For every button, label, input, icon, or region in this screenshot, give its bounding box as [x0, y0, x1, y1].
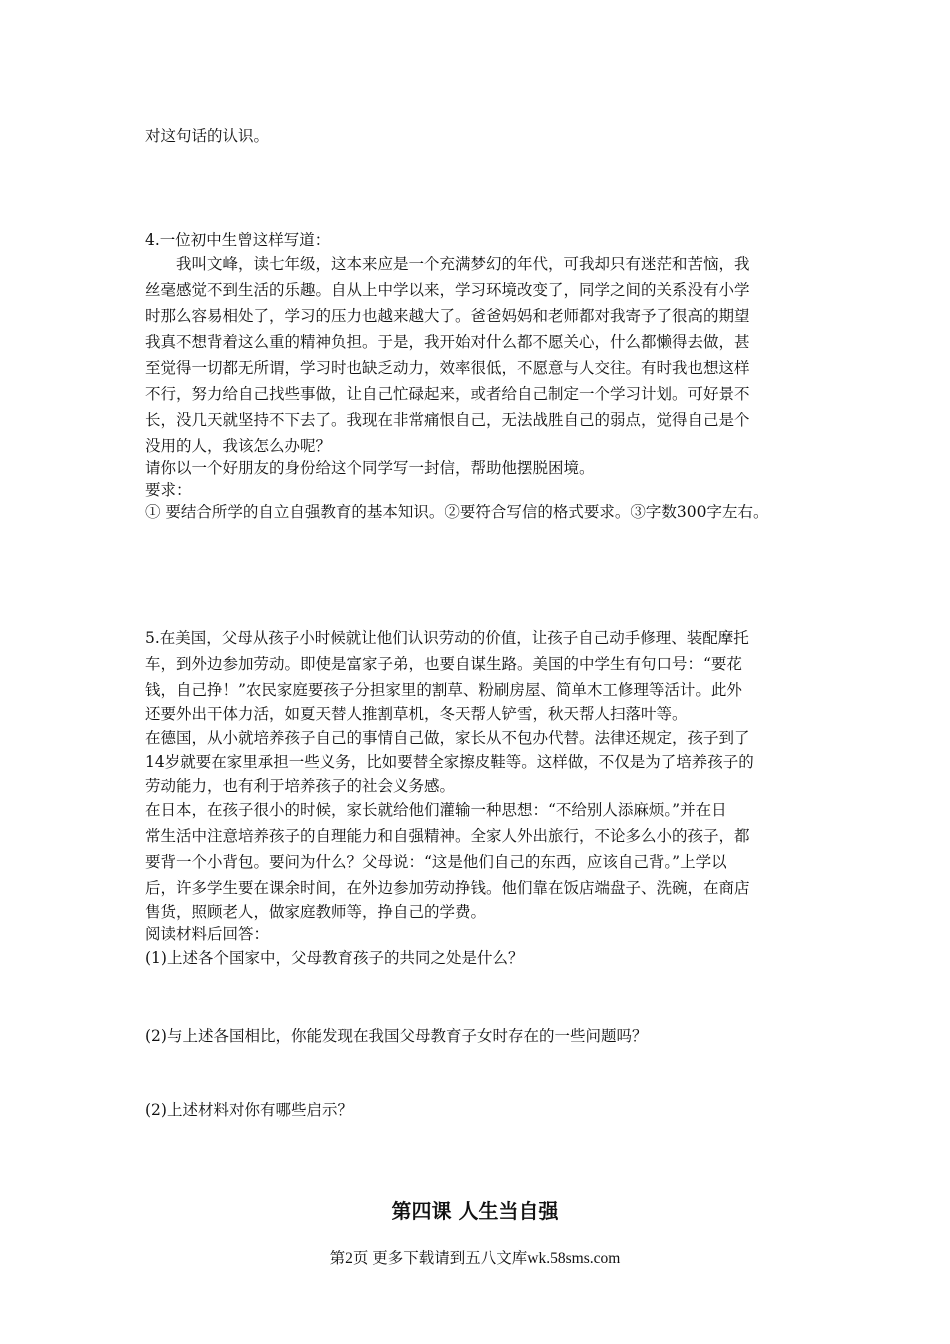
text-line: 对这句话的认识。 [145, 127, 270, 145]
text-line: 时那么容易相处了，学习的压力也越来越大了。爸爸妈妈和老师都对我寄予了很高的期望 [145, 307, 750, 325]
sub-question: (1)上述各个国家中，父母教育孩子的共同之处是什么？ [145, 949, 524, 967]
question-4-heading: 4.一位初中生曾这样写道： [145, 231, 331, 249]
text-line: 在日本，在孩子很小的时候，家长就给他们灌输一种思想：“不给别人添麻烦。”并在日 [145, 801, 727, 819]
text-line: 要背一个小背包。要问为什么？父母说：“这是他们自己的东西，应该自己背。”上学以 [145, 853, 727, 871]
text-line: 不行，努力给自己找些事做，让自己忙碌起来，或者给自己制定一个学习计划。可好景不 [145, 385, 750, 403]
text-line: 车，到外边参加劳动。即使是富家子弟，也要自谋生路。美国的中学生有句口号：“要花 [145, 655, 742, 673]
text-line: 在德国，从小就培养孩子自己的事情自己做，家长从不包办代替。法律还规定，孩子到了 [145, 729, 750, 747]
section-title: 第四课 人生当自强 [391, 1199, 559, 1223]
text-line: 钱，自己挣！”农民家庭要孩子分担家里的割草、粉刷房屋、简单木工修理等活计。此外 [145, 681, 742, 699]
text-line: 还要外出干体力活，如夏天替人推割草机，冬天帮人铲雪，秋天帮人扫落叶等。 [145, 705, 688, 723]
text-line: 请你以一个好朋友的身份给这个同学写一封信，帮助他摆脱困境。 [145, 459, 595, 477]
text-line: 劳动能力，也有利于培养孩子的社会义务感。 [145, 777, 456, 795]
text-line: 常生活中注意培养孩子的自理能力和自强精神。全家人外出旅行，不论多么小的孩子，都 [145, 827, 750, 845]
text-line: 阅读材料后回答： [145, 925, 270, 943]
sub-question: (2)上述材料对你有哪些启示？ [145, 1101, 353, 1119]
text-line: 至觉得一切都无所谓，学习时也缺乏动力，效率很低，不愿意与人交往。有时我也想这样 [145, 359, 750, 377]
text-line: 长，没几天就坚持不下去了。我现在非常痛恨自己，无法战胜自己的弱点，觉得自己是个 [145, 411, 750, 429]
text-line: 后，许多学生要在课余时间，在外边参加劳动挣钱。他们靠在饭店端盘子、洗碗，在商店 [145, 879, 750, 897]
text-line: ① 要结合所学的自立自强教育的基本知识。②要符合写信的格式要求。③字数300字左右。 [145, 503, 769, 521]
page-footer: 第2页 更多下载请到五八文库wk.58sms.com [329, 1250, 621, 1267]
text-line: 14岁就要在家里承担一些义务，比如要替全家擦皮鞋等。这样做，不仅是为了培养孩子的 [145, 753, 754, 771]
text-line: 没用的人，我该怎么办呢？ [145, 437, 332, 455]
text-line: 要求： [145, 481, 192, 499]
text-line: 售货，照顾老人，做家庭教师等，挣自己的学费。 [145, 903, 487, 921]
text-line: 我真不想背着这么重的精神负担。于是，我开始对什么都不愿关心，什么都懒得去做，甚 [145, 333, 750, 351]
question-5-heading: 5.在美国，父母从孩子小时候就让他们认识劳动的价值，让孩子自己动手修理、装配摩托 [145, 629, 749, 647]
text-line: 丝毫感觉不到生活的乐趣。自从上中学以来，学习环境改变了，同学之间的关系没有小学 [145, 281, 750, 299]
text-line: 我叫文峰，读七年级，这本来应是一个充满梦幻的年代，可我却只有迷茫和苦恼，我 [145, 255, 750, 273]
sub-question: (2)与上述各国相比，你能发现在我国父母教育子女时存在的一些问题吗？ [145, 1027, 648, 1045]
